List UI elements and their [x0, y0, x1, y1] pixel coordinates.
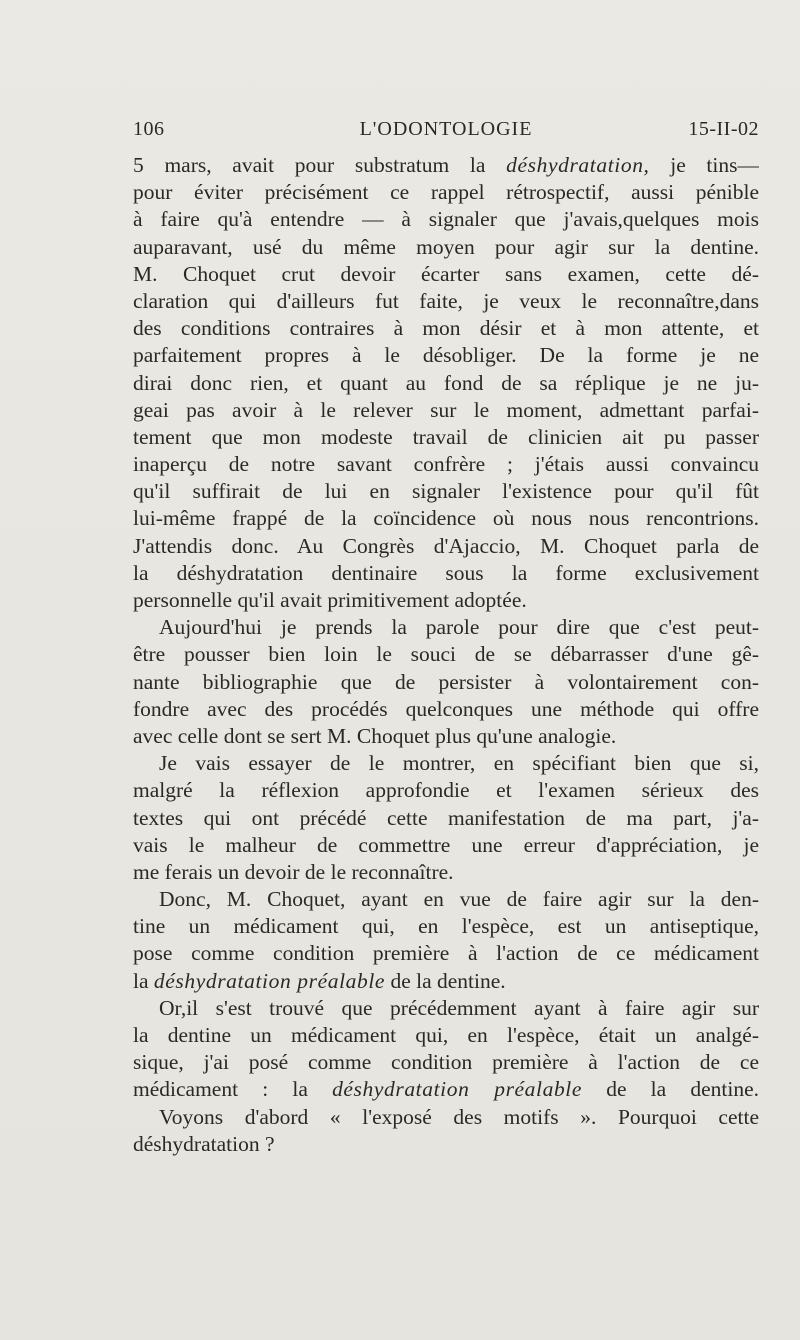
text-run: dirai donc rien, et quant au fond de sa réplique je ne ju-	[133, 370, 759, 395]
text-run: malgré la réflexion approfondie et l'examen sérieux des	[133, 778, 759, 803]
text-run: la	[133, 968, 154, 993]
text-run: parfaitement propres à le désobliger. De la forme je ne	[133, 343, 759, 368]
text-run: à faire qu'à entendre — à signaler que j'avais,quelques mois	[133, 207, 759, 232]
text-run: la dentine un médicament qui, en l'espèce, était un analgé-	[133, 1023, 759, 1047]
text-run: nante bibliographie que de persister à volontairement con-	[133, 669, 759, 694]
text-line	[133, 288, 759, 315]
text-run: Voyons d'abord « l'exposé des motifs ». Pourquoi cette	[159, 1104, 759, 1129]
page-number: 106	[133, 118, 165, 140]
text-line	[133, 777, 759, 804]
text-line	[133, 505, 759, 532]
italic-phrase: déshydratation préalable	[332, 1077, 583, 1102]
text-line	[133, 451, 759, 478]
text-line	[133, 370, 759, 397]
text-line	[133, 533, 759, 560]
text-line	[133, 750, 759, 777]
text-line	[133, 723, 759, 750]
text-run: tement que mon modeste travail de clinicien ait pu passer	[133, 424, 759, 449]
text-line	[133, 968, 759, 995]
text-line	[133, 1104, 759, 1131]
text-run: Je vais essayer de le montrer, en spécifiant bien que si,	[159, 751, 759, 776]
text-line	[133, 179, 759, 206]
text-line	[133, 913, 759, 940]
text-line	[133, 152, 759, 179]
text-run: sique, j'ai posé comme condition première à l'action de ce	[133, 1050, 759, 1075]
text-line	[133, 805, 759, 832]
text-run: inaperçu de notre savant confrère ; j'étais aussi convaincu	[133, 452, 759, 477]
text-line	[133, 832, 759, 859]
text-run: lui-même frappé de la coïncidence où nous nous rencontrions.	[133, 506, 759, 531]
text-run: avec celle dont se sert M. Choquet plus qu'une analogie.	[133, 723, 617, 748]
text-line	[133, 995, 759, 1022]
text-run: déshydratation ?	[133, 1131, 275, 1156]
text-line	[133, 424, 759, 451]
text-line	[133, 478, 759, 505]
journal-title: L'ODONTOLOGIE	[359, 118, 533, 140]
text-line	[133, 669, 759, 696]
text-line	[133, 397, 759, 424]
text-run: pour éviter précisément ce rappel rétrospectif, aussi pénible	[133, 180, 759, 205]
text-line	[133, 641, 759, 668]
text-run: des conditions contraires à mon désir et à mon attente, et	[133, 316, 759, 341]
text-run: M. Choquet crut devoir écarter sans examen, cette dé-	[133, 261, 759, 286]
text-run: me ferais un devoir de le reconnaître.	[133, 859, 454, 884]
text-line	[133, 315, 759, 342]
text-run: 5 mars, avait pour substratum la	[133, 153, 507, 177]
text-run: pose comme condition première à l'action de ce médicament	[133, 941, 759, 966]
text-line	[133, 261, 759, 288]
issue-date: 15-II-02	[688, 118, 759, 140]
body-text	[133, 152, 759, 1158]
text-line	[133, 1076, 759, 1103]
text-run: Donc, M. Choquet, ayant en vue de faire agir sur la den-	[159, 887, 759, 912]
text-run: J'attendis donc. Au Congrès d'Ajaccio, M. Choquet parla de	[133, 533, 759, 558]
text-run: qu'il suffirait de lui en signaler l'existence pour qu'il fût	[133, 479, 759, 504]
text-run: vais le malheur de commettre une erreur d'appréciation, je	[133, 832, 759, 857]
text-run: de la dentine.	[582, 1077, 759, 1102]
text-line	[133, 342, 759, 369]
text-run: être pousser bien loin le souci de se débarrasser d'une gê-	[133, 642, 759, 667]
text-line	[133, 234, 759, 261]
text-run: de la dentine.	[385, 968, 506, 993]
text-run: textes qui ont précédé cette manifestation de ma part, j'a-	[133, 805, 759, 830]
text-run: fondre avec des procédés quelconques une méthode qui offre	[133, 696, 759, 721]
text-line	[133, 206, 759, 233]
text-line	[133, 1131, 759, 1158]
text-run: Or,il s'est trouvé que précédemment ayant à faire agir sur	[159, 995, 759, 1020]
text-line	[133, 587, 759, 614]
text-run: personnelle qu'il avait primitivement adoptée.	[133, 588, 527, 612]
text-line	[133, 886, 759, 913]
text-line	[133, 614, 759, 641]
text-line	[133, 560, 759, 587]
text-run: médicament : la	[133, 1077, 333, 1102]
text-line	[133, 1022, 759, 1049]
text-line	[133, 1049, 759, 1076]
text-run: claration qui d'ailleurs fut faite, je veux le reconnaître,dans	[133, 288, 759, 313]
italic-phrase: déshydratation,	[506, 153, 650, 177]
text-line	[133, 859, 759, 886]
text-run: tine un médicament qui, en l'espèce, est un antiseptique,	[133, 914, 759, 939]
italic-phrase: déshydratation préalable	[153, 968, 386, 993]
text-line	[133, 696, 759, 723]
text-run: Aujourd'hui je prends la parole pour dire que c'est peut-	[159, 615, 759, 640]
text-run: la déshydratation dentinaire sous la forme exclusivement	[133, 560, 759, 585]
text-run: geai pas avoir à le relever sur le moment, admettant parfai-	[133, 397, 759, 422]
text-run: je tins—	[649, 153, 759, 177]
running-header	[133, 118, 759, 146]
text-line	[133, 940, 759, 967]
text-run: auparavant, usé du même moyen pour agir sur la dentine.	[133, 234, 759, 259]
